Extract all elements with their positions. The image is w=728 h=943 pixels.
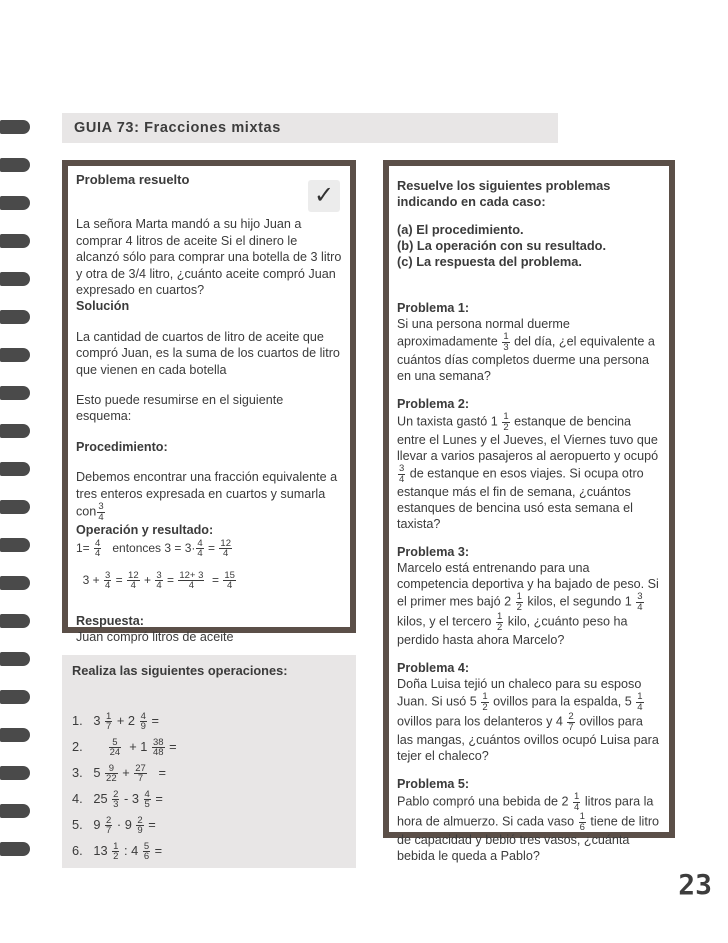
instruction-c: (c) La respuesta del problema. (397, 254, 582, 269)
summary-text: Esto puede resumirse en el siguiente esquema: (76, 393, 284, 424)
operations-heading: Realiza las siguientes operaciones: (72, 663, 288, 678)
operations-box (62, 655, 356, 868)
operation-3: 3. 5 $\frac{9}{22}$ + $\frac{27}{7}$ = (72, 762, 166, 785)
operation-5: 5. 9 $\frac{2}{7}$ · 9 $\frac{2}{9}$ = (72, 814, 156, 837)
spiral-binding (0, 120, 34, 880)
page-title: GUIA 73: Fracciones mixtas (62, 113, 558, 143)
instruction-a: (a) El procedimiento. (397, 222, 524, 237)
problem-2: Problema 2: Un taxista gastó 1 $\frac{1}{2}$ estanque de bencina entre el Lunes y el Jueves, el Viernes tuvo que llevar a varios pasajeros al aeropuerto y ocupó $\frac{3}{4}$ de estanque en esos viajes. Si ocupa otro estanque más el fin de semana, ¿cuántos estanques de bencina usó esta semana el taxista? (397, 397, 659, 531)
problem-4: Problema 4: Doña Luisa tejió un chaleco para su esposo Juan. Si usó 5 $\frac{1}{2}$ ovillos para la espalda, 5 $\frac{1}{4}$ ovillos para los delanteros y 4 $\frac{2}{7}$ ovillos para las mangas, ¿cuántos ovillos ocupó Luisa para tejer el chaleco? (397, 661, 659, 763)
solution-label: Solución (76, 299, 130, 314)
solved-problem-heading: Problema resuelto (76, 172, 190, 187)
problem-1: Problema 1: Si una persona normal duerme aproximadamente $\frac{1}{3}$ del día, ¿el equivalente a cuántos días completos duerme una persona en una semana? (397, 301, 655, 383)
problem-5: Problema 5: Pablo compró una bebida de 2 $\frac{1}{4}$ litros para la hora de almuerzo. Si cada vaso $\frac{1}{6}$ tiene de litro de capacidad y bebió tres vasos, ¿cuánta bebida le queda a Pablo? (397, 777, 660, 863)
operation-6: 6. 13 $\frac{1}{2}$ : 4 $\frac{5}{6}$ = (72, 840, 163, 863)
instruction-b: (b) La operación con su resultado. (397, 238, 607, 253)
problems-box (383, 160, 675, 863)
operation-4: 4. 25 $\frac{2}{3}$ - 3 $\frac{4}{5}$ = (72, 788, 163, 811)
operation-2: 2. $\frac{5}{24}$ + 1 $\frac{38}{48}$ = (72, 736, 177, 759)
solution-text: La cantidad de cuartos de litro de aceite que compró Juan, es la suma de los cuartos de litro que vienen en cada botella (76, 329, 340, 377)
equation-2: 3 + $\frac{3}{4}$ = $\frac{12}{4}$ + $\frac{3}{4}$ = $\frac{12+ 3}{4}$ = $\frac{15}{4}$ (82, 569, 235, 591)
fraction-three-quarters: $\frac{3}{4}$ (98, 501, 104, 523)
solved-problem-box (62, 160, 356, 644)
operation-1: 1. 3 $\frac{1}{7}$ + 2 $\frac{4}{9}$ = (72, 710, 159, 733)
problem-3: Problema 3: Marcelo está entrenando para una competencia deportiva y ha bajado de peso. Si el primer mes bajó 2 $\frac{1}{2}$ kilos, el segundo 1 $\frac{3}{4}$ kilos, y el tercero $\frac{1}{2}$ kilo, ¿cuánto peso ha perdido hasta ahora Marcelo? (397, 545, 659, 647)
instructions-intro: Resuelve los siguientes problemas indicando en cada caso: (397, 178, 611, 209)
operation-label: Operación y resultado: (76, 523, 214, 538)
equation-1: 1= $\frac{4}{4}$ entonces 3 = 3· $\frac{4}{4}$ = $\frac{12}{4}$ (76, 537, 231, 559)
solved-problem-text: La señora Marta mandó a su hijo Juan a comprar 4 litros de aceite Si el dinero le alcanzó sólo para comprar una botella de 3 litro y otra de 3/4 litro, ¿cuánto aceite compró Juan expresado en cuartos? (76, 217, 342, 298)
procedure-text: Debemos encontrar una fracción equivalente a tres enteros expresada en cuartos y sumarla con $\frac{3}{4}$ (76, 470, 338, 523)
answer-text: Juan compró litros de aceite (76, 629, 234, 644)
page-number: 23 (678, 868, 712, 901)
procedure-label: Procedimiento: (76, 439, 168, 454)
checkmark-icon: ✓ (308, 180, 340, 212)
answer-label: Respuesta: (76, 613, 144, 628)
